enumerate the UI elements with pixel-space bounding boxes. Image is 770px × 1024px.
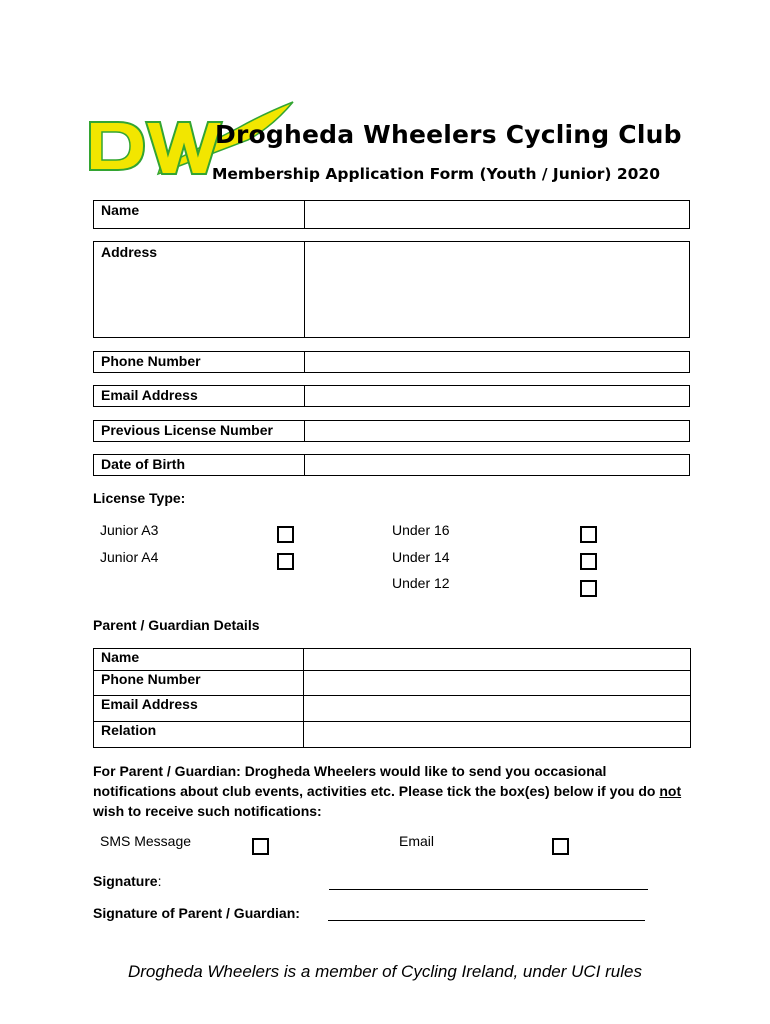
under-16-label: Under 16 <box>392 522 450 538</box>
email-field[interactable] <box>305 386 689 406</box>
junior-a4-checkbox[interactable] <box>277 553 294 570</box>
phone-field[interactable] <box>305 352 689 372</box>
address-field[interactable] <box>305 242 689 337</box>
dob-field[interactable] <box>305 455 689 475</box>
dob-label: Date of Birth <box>94 455 305 475</box>
name-label: Name <box>94 201 305 228</box>
guardian-phone-label: Phone Number <box>94 671 304 696</box>
guardian-table <box>93 648 691 748</box>
name-field[interactable] <box>305 201 689 228</box>
sms-label: SMS Message <box>100 833 192 849</box>
phone-row <box>93 351 690 373</box>
email-label: Email Address <box>94 386 305 406</box>
address-label: Address <box>94 242 305 337</box>
guardian-name-field[interactable] <box>304 649 691 671</box>
guardian-signature-line[interactable] <box>328 919 645 921</box>
under-14-label: Under 14 <box>392 549 450 565</box>
guardian-email-field[interactable] <box>304 696 691 722</box>
sms-checkbox[interactable] <box>252 838 269 855</box>
signature-label: Signature: <box>93 873 162 889</box>
notifications-paragraph <box>93 761 693 821</box>
under-16-checkbox[interactable] <box>580 526 597 543</box>
notifications-text-start: For Parent / Guardian: Drogheda Wheelers would like to send you occasional notifications about club events, activities etc. Please tick the box(es) below if you do <box>93 763 660 799</box>
form-title: Membership Application Form (Youth / Junior) 2020 <box>212 165 660 183</box>
email-row <box>93 385 690 407</box>
junior-a3-checkbox[interactable] <box>277 526 294 543</box>
guardian-relation-row <box>94 722 691 748</box>
guardian-signature-label: Signature of Parent / Guardian: <box>93 905 300 921</box>
guardian-heading: Parent / Guardian Details <box>93 617 260 633</box>
guardian-phone-field[interactable] <box>304 671 691 696</box>
address-row <box>93 241 690 338</box>
guardian-name-label: Name <box>94 649 304 671</box>
name-row <box>93 200 690 229</box>
notifications-not: not <box>659 783 682 799</box>
guardian-name-row <box>94 649 691 671</box>
junior-a4-label: Junior A4 <box>100 549 159 565</box>
under-14-checkbox[interactable] <box>580 553 597 570</box>
license-number-row <box>93 420 690 442</box>
dob-row <box>93 454 690 476</box>
email-checkbox[interactable] <box>552 838 569 855</box>
guardian-email-row <box>94 696 691 722</box>
phone-label: Phone Number <box>94 352 305 372</box>
club-name: Drogheda Wheelers Cycling Club <box>215 120 682 149</box>
notifications-text-end: wish to receive such notifications: <box>93 803 322 819</box>
license-type-heading: License Type: <box>93 490 186 506</box>
footer-note: Drogheda Wheelers is a member of Cycling Ireland, under UCI rules <box>127 962 642 981</box>
guardian-relation-field[interactable] <box>304 722 691 748</box>
email-opt-label: Email <box>399 833 435 849</box>
guardian-phone-row <box>94 671 691 696</box>
guardian-relation-label: Relation <box>94 722 304 748</box>
junior-a3-label: Junior A3 <box>100 522 159 538</box>
signature-line[interactable] <box>329 888 648 890</box>
license-number-label: Previous License Number <box>94 421 305 441</box>
license-number-field[interactable] <box>305 421 689 441</box>
under-12-label: Under 12 <box>392 575 450 591</box>
under-12-checkbox[interactable] <box>580 580 597 597</box>
guardian-email-label: Email Address <box>94 696 304 722</box>
